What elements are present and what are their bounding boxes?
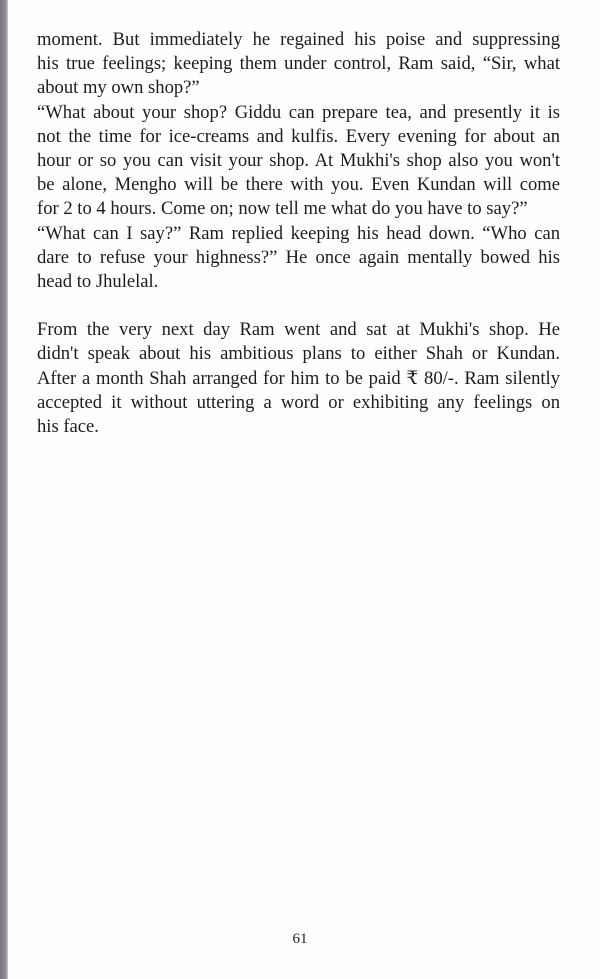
text-line: for 2 to 4 hours. Come on; now tell me what do you have to say?” [37,198,528,220]
text-line: accepted it without uttering a word or exhibiting any feelings on [37,391,560,413]
text-line: his face. [37,416,99,438]
text-line: From the very next day Ram went and sat at Mukhi's shop. He [37,319,560,341]
text-line: After a month Shah arranged for him to be paid ₹ 80/-. Ram silently [37,367,560,389]
text-line: moment. But immediately he regained his poise and suppressing [37,29,560,50]
book-binding-edge [0,0,8,979]
text-line: his true feelings; keeping them under control, Ram said, “Sir, what [37,53,560,75]
text-line: didn't speak about his ambitious plans to either Shah or Kundan. [37,343,560,365]
text-line: “What about your shop? Giddu can prepare tea, and presently it is [37,101,560,123]
text-line: be alone, Mengho will be there with you. Even Kundan will come [37,174,560,196]
paragraph-2 [37,318,560,439]
text-line: “What can I say?” Ram replied keeping his head down. “Who can [37,222,560,244]
paragraph-1 [37,28,560,294]
paragraph-spacer [37,294,560,318]
page-body [37,28,560,439]
text-line: hour or so you can visit your shop. At Mukhi's shop also you won't [37,150,560,172]
text-line: about my own shop?” [37,77,200,99]
text-line: head to Jhulelal. [37,271,159,293]
page-number: 61 [292,931,308,947]
text-line: not the time for ice-creams and kulfis. Every evening for about an [37,125,560,147]
text-line: dare to refuse your highness?” He once again mentally bowed his [37,246,560,268]
